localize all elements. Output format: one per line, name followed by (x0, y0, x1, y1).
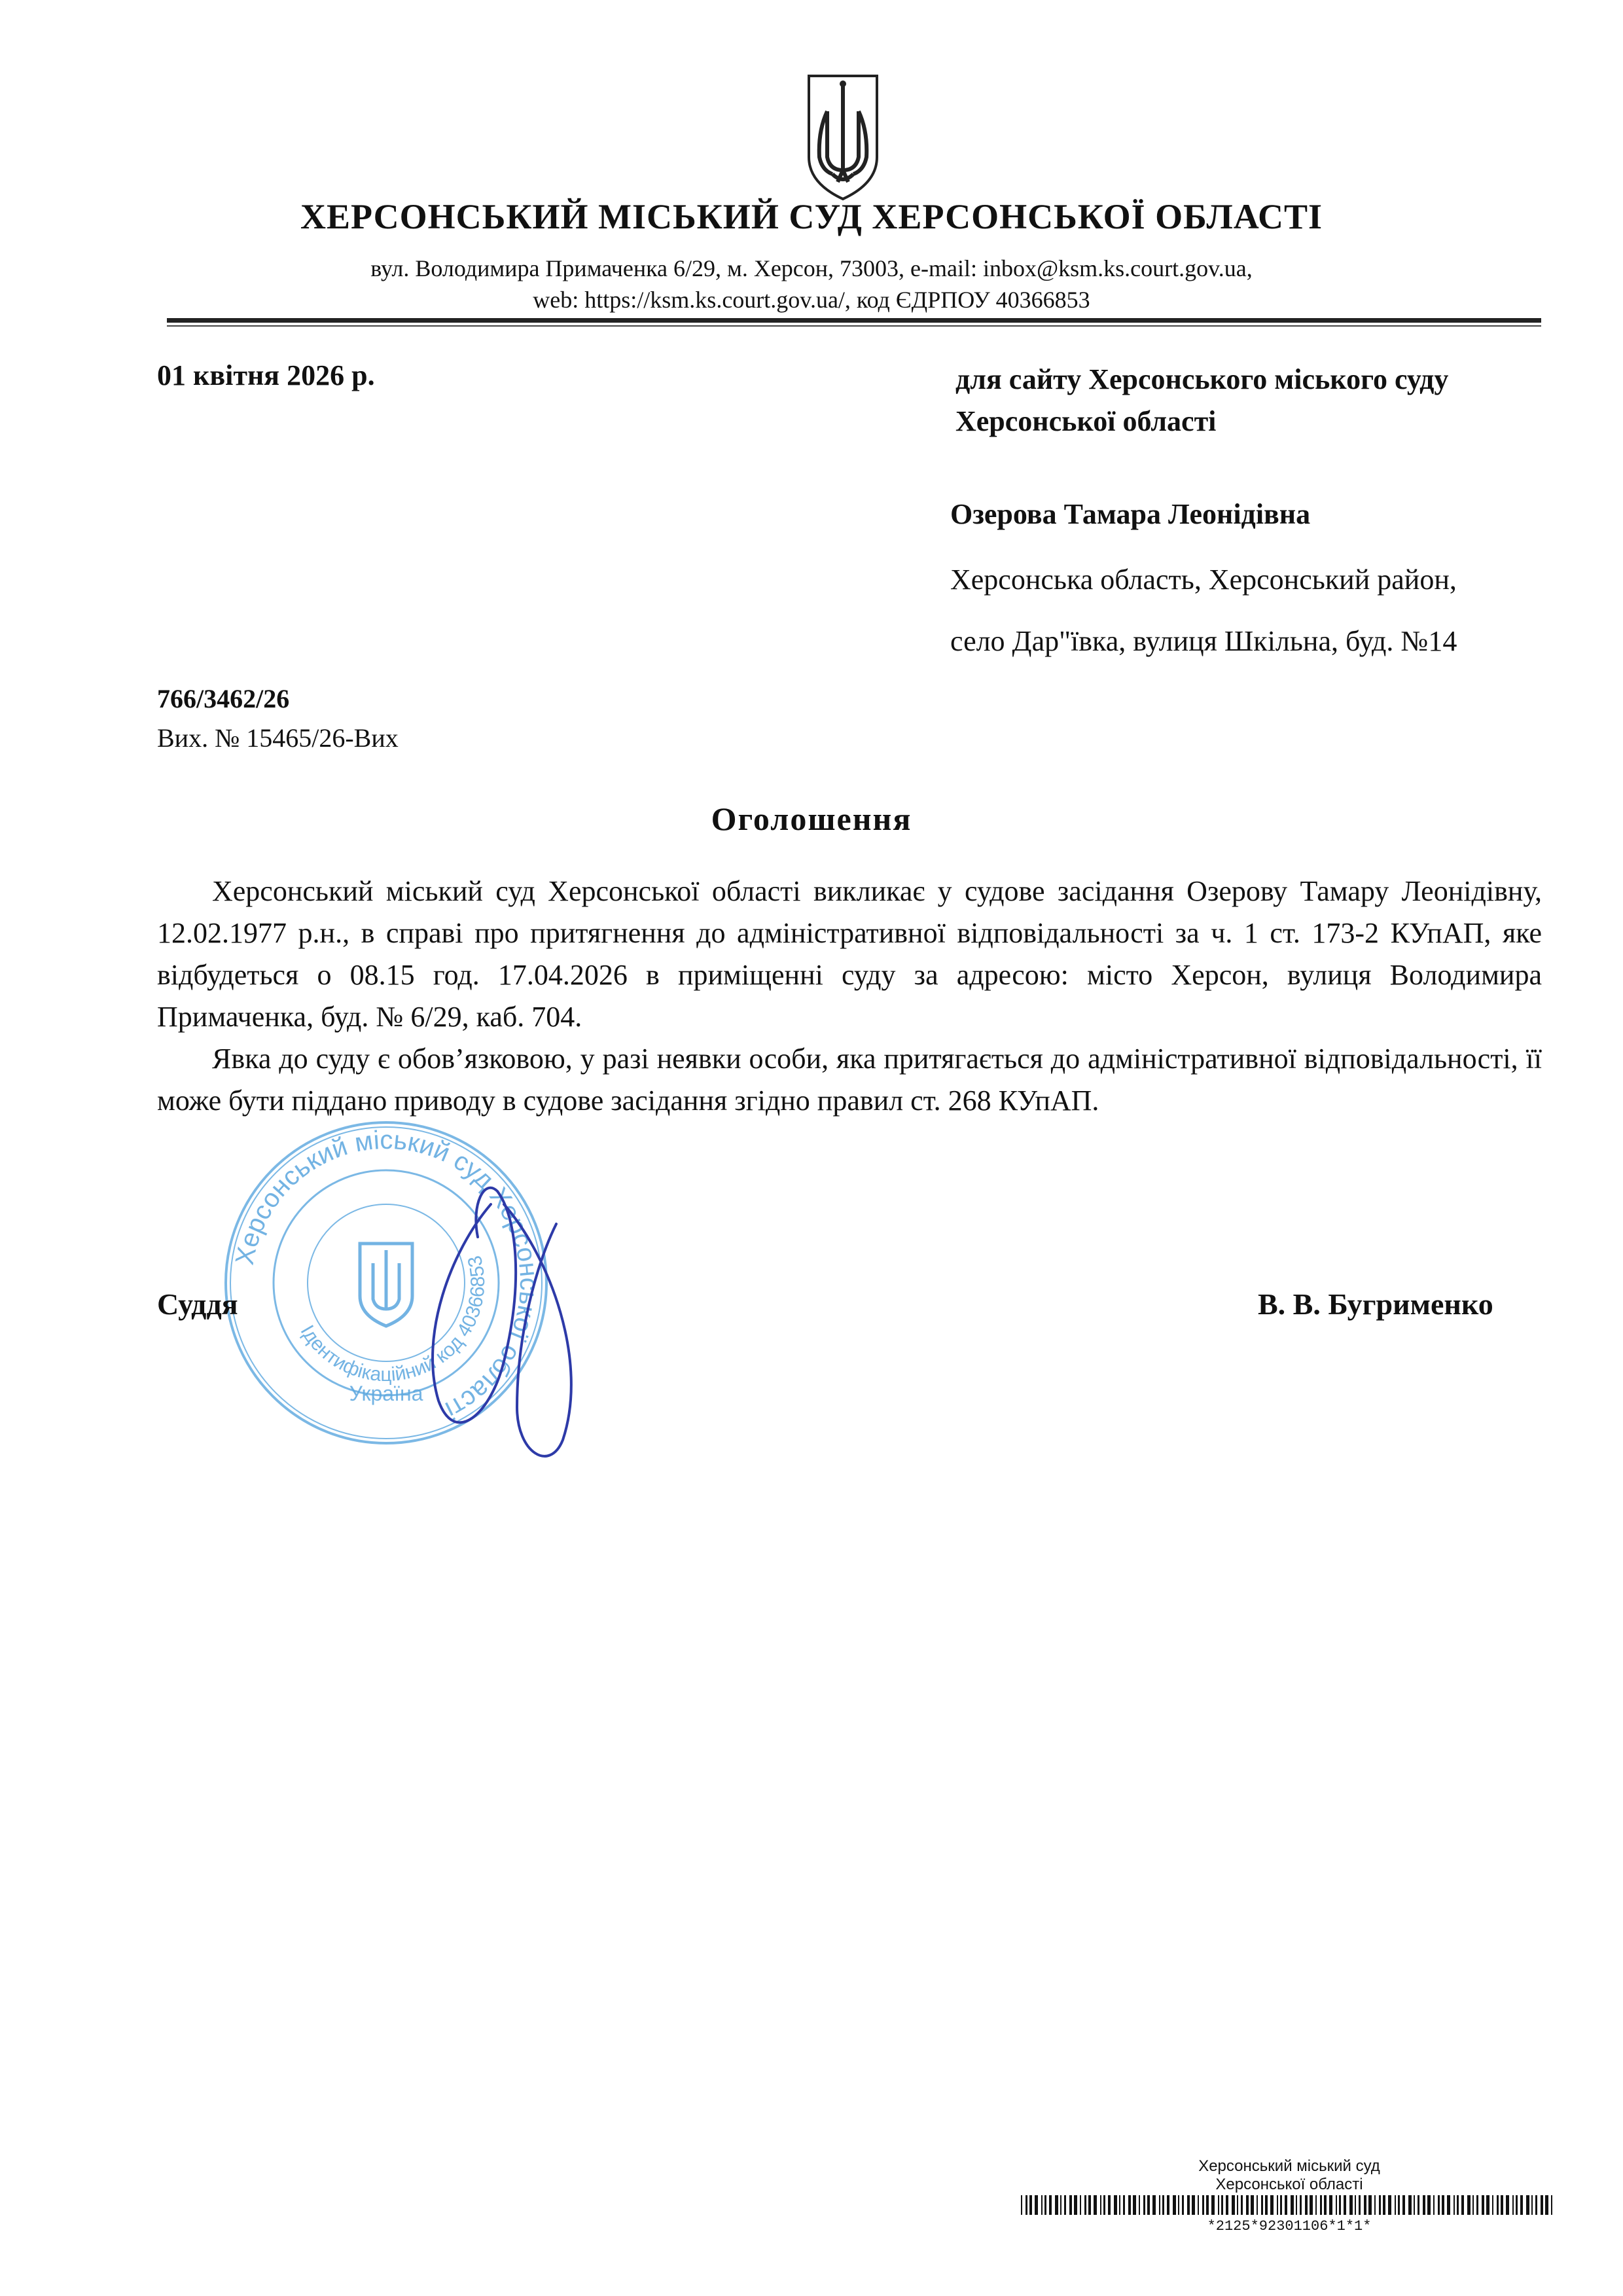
recipient-line2: Херсонської області (955, 405, 1217, 437)
seal-inner-text: Ідентифікаційний код 40366853 (296, 1253, 490, 1386)
coat-of-arms-icon (804, 72, 882, 203)
recipient-address-line2: село Дар"ївка, вулиця Шкільна, буд. №14 (950, 625, 1457, 657)
recipient-heading (955, 359, 1448, 442)
body-paragraph-2: Явка до суду є обов’язковою, у разі неявки особи, яка притягається до адміністративної відповідальності, її може бути піддано приводу в судове засідання згідно правил ст. 268 КУпАП. (157, 1043, 1542, 1117)
case-number: 766/3462/26 (157, 684, 290, 713)
court-address-line1: вул. Володимира Примаченка 6/29, м. Херсон, 73003, e-mail: inbox@ksm.ks.court.gov.ua, (370, 255, 1253, 281)
judge-name: В. В. Бугрименко (1258, 1287, 1493, 1321)
stamp-line2: Херсонської області (1215, 2176, 1363, 2193)
header-divider (167, 318, 1541, 323)
header-divider-thin (167, 325, 1541, 327)
announcement-body (157, 870, 1542, 1122)
recipient-address-line1: Херсонська область, Херсонський район, (950, 564, 1457, 596)
recipient-line1: для сайту Херсонського міського суду (955, 363, 1449, 395)
barcode-text: *2125*92301106*1*1* (1207, 2218, 1372, 2234)
recipient-name: Озерова Тамара Леонідівна (950, 498, 1311, 530)
judge-signature (393, 1165, 628, 1473)
body-paragraph-1: Херсонський міський суд Херсонської області викликає у судове засідання Озерову Тамару Леонідівну, 12.02.1977 р.н., в справі про притягнення до адміністративної відповідальності за ч. 1 ст. 173-2 КУпАП, яке відбудеться о 08.15 год. 17.04.2026 в приміщенні суду за адресою: місто Херсон, вулиця Володимира Примаченка, буд. № 6/29, каб. 704. (157, 875, 1542, 1033)
court-address (0, 253, 1623, 315)
document-date: 01 квітня 2026 р. (157, 359, 375, 391)
registration-stamp (1021, 2157, 1558, 2234)
court-title: ХЕРСОНСЬКИЙ МІСЬКИЙ СУД ХЕРСОНСЬКОЇ ОБЛАСТІ (300, 197, 1323, 236)
seal-outer-text: Херсонський міський суд Херсонської області (230, 1125, 544, 1425)
seal-bottom-text: Україна (349, 1382, 423, 1405)
outgoing-number: Вих. № 15465/26-Вих (157, 723, 399, 753)
court-address-line2: web: https://ksm.ks.court.gov.ua/, код ЄДРПОУ 40366853 (533, 287, 1090, 313)
stamp-line1: Херсонський міський суд (1198, 2157, 1380, 2175)
judge-title: Суддя (157, 1287, 238, 1321)
barcode-icon (1021, 2195, 1558, 2215)
announcement-title: Оголошення (711, 800, 912, 837)
